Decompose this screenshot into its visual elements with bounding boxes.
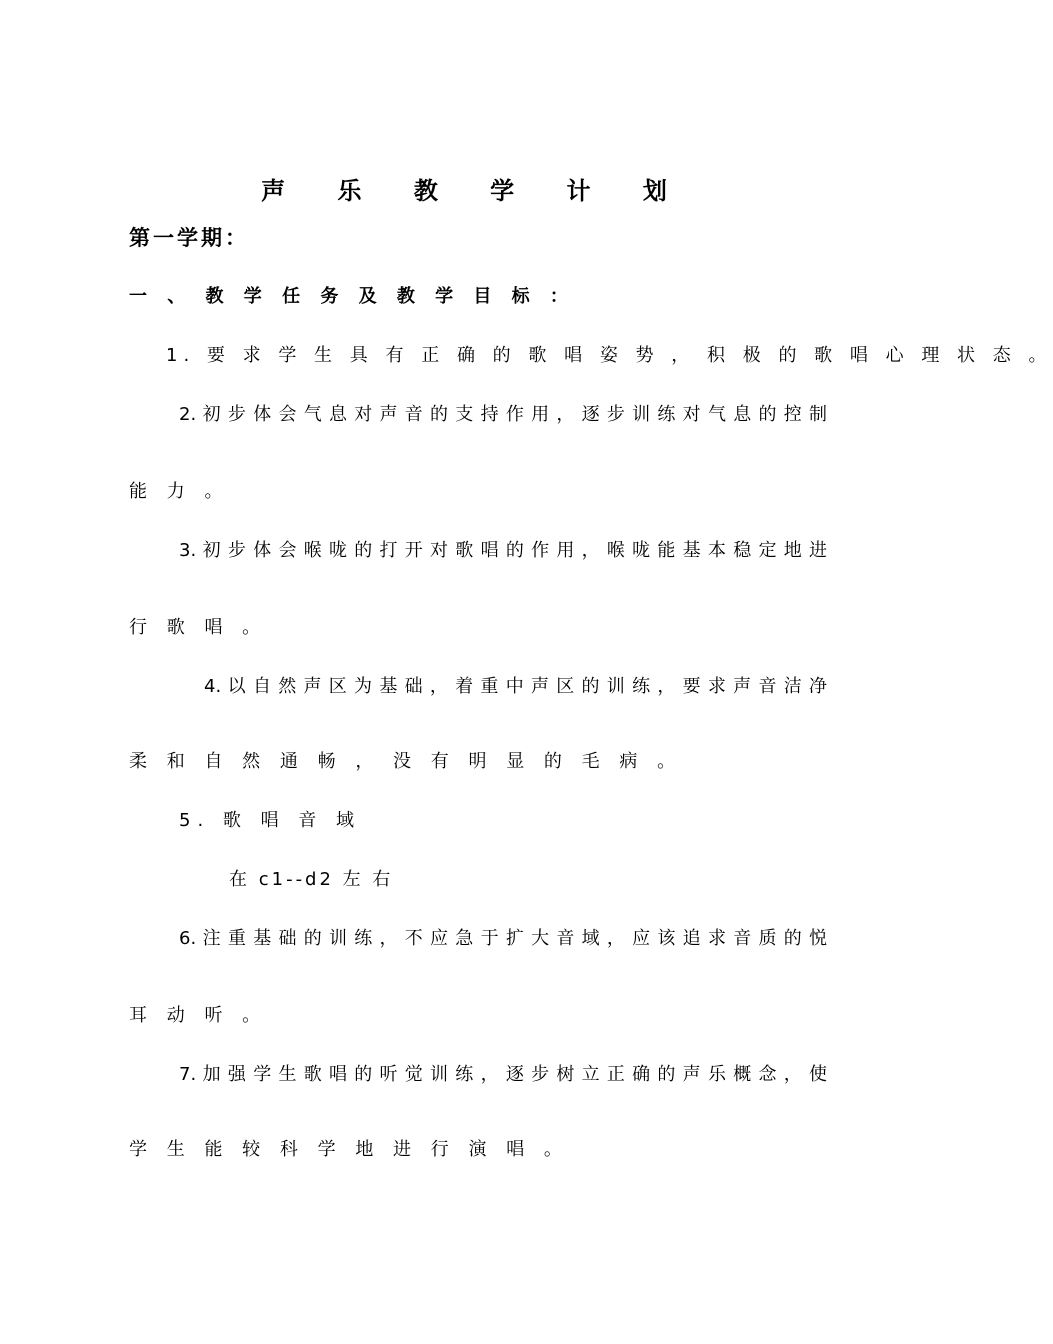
item-5-line-2: 在 c1--d2 左 右 [229, 869, 394, 890]
item-2-line-2: 能 力 。 [129, 481, 230, 502]
item-7-line-2: 学 生 能 较 科 学 地 进 行 演 唱 。 [129, 1139, 569, 1160]
item-6-line-2: 耳 动 听 。 [129, 1005, 268, 1026]
item-3-line-1: 3. 初 步 体 会 喉 咙 的 打 开 对 歌 唱 的 作 用 ， 喉 咙 能 基 本 稳 定 地 进 [179, 540, 827, 561]
item-4-line-1: 4. 以 自 然 声 区 为 基 础 ， 着 重 中 声 区 的 训 练 ， 要 求 声 音 洁 净 [204, 676, 827, 697]
item-4-line-2: 柔 和 自 然 通 畅 ， 没 有 明 显 的 毛 病 。 [129, 751, 683, 772]
item-2-line-1: 2. 初 步 体 会 气 息 对 声 音 的 支 持 作 用 ， 逐 步 训 练 对 气 息 的 控 制 [179, 404, 827, 425]
item-1: 1. 要 求 学 生 具 有 正 确 的 歌 唱 姿 势 ， 积 极 的 歌 唱 心 理 状 态 。 [166, 345, 1053, 366]
item-6-line-1: 6. 注 重 基 础 的 训 练 ， 不 应 急 于 扩 大 音 域 ， 应 该 追 求 音 质 的 悦 [179, 928, 827, 949]
document-title: 声 乐 教 学 计 划 [261, 177, 689, 205]
semester-heading: 第一学期： [129, 226, 249, 250]
item-7-line-1: 7. 加 强 学 生 歌 唱 的 听 觉 训 练 ， 逐 步 树 立 正 确 的 声 乐 概 念 ， 使 [179, 1064, 827, 1085]
section-heading: 一 、 教 学 任 务 及 教 学 目 标 ： [129, 286, 575, 307]
item-5-line-1: 5. 歌 唱 音 域 [179, 810, 362, 831]
item-3-line-2: 行 歌 唱 。 [129, 617, 268, 638]
